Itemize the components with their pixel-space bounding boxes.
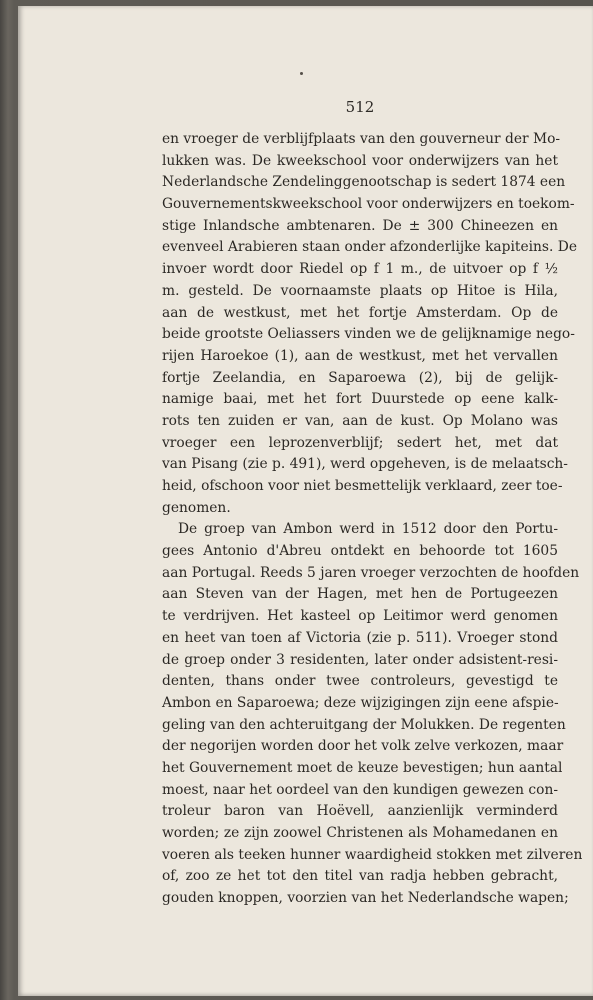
text-line: de groep onder 3 residenten, later onder adsistent-resi-: [162, 651, 558, 668]
text-line: en vroeger de verblijfplaats van den gouverneur der Mo-: [162, 131, 561, 147]
text-line: gees Antonio d'Abreu ontdekt en behoorde tot 1605: [162, 543, 558, 560]
text-line: moest, naar het oordeel van den kundigen gewezen con-: [162, 781, 558, 798]
book-page: [18, 6, 593, 996]
text-line: heid, ofschoon voor niet besmettelijk verklaard, zeer toe-: [162, 478, 563, 494]
text-line: rijen Haroekoe (1), aan de westkust, met het vervallen: [162, 347, 558, 364]
ink-speck: [300, 72, 303, 75]
text-line: troleur baron van Hoëvell, aanzienlijk verminderd: [162, 803, 558, 820]
text-line: evenveel Arabieren staan onder afzonderlijke kapiteins. De: [162, 239, 577, 256]
text-line: te verdrijven. Het kasteel op Leitimor werd genomen: [162, 608, 558, 625]
text-line: genomen.: [162, 499, 231, 516]
page-number: 512: [345, 98, 375, 116]
text-line: beide grootste Oeliassers vinden we de gelijknamige nego-: [162, 326, 575, 343]
text-line: van Pisang (zie p. 491), werd opgeheven, is de melaatsch-: [162, 456, 568, 473]
text-line: fortje Zeelandia, en Saparoewa (2), bij de gelijk-: [162, 369, 558, 386]
text-line: Nederlandsche Zendelinggenootschap is sedert 1874 een: [162, 174, 566, 191]
text-line: m. gesteld. De voornaamste plaats op Hitoe is Hila,: [162, 282, 558, 299]
text-line: der negorijen worden door het volk zelve verkozen, maar: [162, 738, 564, 755]
text-line: of, zoo ze het tot den titel van radja hebben gebracht,: [162, 868, 558, 885]
text-line: geling van den achteruitgang der Molukken. De regenten: [162, 716, 566, 733]
text-line: De groep van Ambon werd in 1512 door den Portu-: [178, 521, 558, 538]
text-line: rots ten zuiden er van, aan de kust. Op Molano was: [162, 412, 558, 429]
text-line: Ambon en Saparoewa; deze wijzigingen zijn eene afspie-: [162, 694, 559, 711]
text-line: voeren als teeken hunner waardigheid stokken met zilveren: [162, 846, 583, 863]
text-line: aan Steven van der Hagen, met hen de Portugeezen: [162, 586, 558, 603]
text-line: gouden knoppen, voorzien van het Nederlandsche wapen;: [162, 890, 569, 907]
text-line: aan Portugal. Reeds 5 jaren vroeger verzochten de hoofden: [162, 564, 580, 581]
text-line: het Gouvernement moet de keuze bevestigen; hun aantal: [162, 759, 563, 776]
text-line: Gouvernementskweekschool voor onderwijzers en toekom-: [162, 196, 575, 213]
body-text: [162, 129, 583, 910]
text-line: stige Inlandsche ambtenaren. De ± 300 Chineezen en: [162, 217, 558, 234]
text-line: invoer wordt door Riedel op f 1 m., de uitvoer op f ½: [162, 261, 558, 278]
text-line: lukken was. De kweekschool voor onderwijzers van het: [162, 152, 558, 169]
text-line: en heet van toen af Victoria (zie p. 511). Vroeger stond: [162, 629, 558, 646]
text-line: worden; ze zijn zoowel Christenen als Mohamedanen en: [162, 825, 558, 841]
text-line: vroeger een leprozenverblijf; sedert het, met dat: [162, 434, 558, 451]
text-line: denten, thans onder twee controleurs, gevestigd te: [162, 673, 558, 690]
text-line: aan de westkust, met het fortje Amsterdam. Op de: [162, 304, 558, 321]
text-line: namige baai, met het fort Duurstede op eene kalk-: [162, 391, 558, 408]
